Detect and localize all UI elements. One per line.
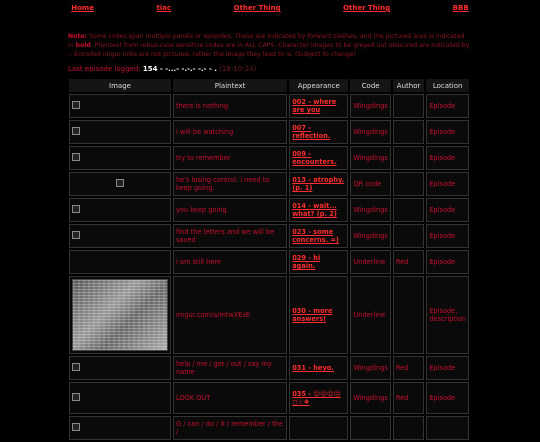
row-location (426, 416, 469, 440)
row-plaintext: you keep going (173, 198, 287, 222)
row-image (69, 94, 171, 118)
row-location: Episode (426, 224, 469, 248)
row-author: Red (393, 356, 425, 380)
row-appearance (289, 250, 348, 274)
row-appearance (289, 198, 348, 222)
row-location: Episode (426, 94, 469, 118)
table-row (69, 120, 469, 144)
row-image (69, 250, 171, 274)
row-image (69, 198, 171, 222)
appearance-link[interactable]: 030 - more answers! (292, 307, 333, 323)
row-location: Episode (426, 250, 469, 274)
col-appearance: Appearance (289, 79, 348, 92)
appearance-link[interactable]: 031 - heyo. (292, 364, 334, 372)
broken-image-icon (72, 363, 80, 371)
row-author (393, 172, 425, 196)
appearance-link[interactable]: 029 - hi again. (292, 254, 321, 270)
appearance-link[interactable]: 002 - where are you (292, 98, 337, 114)
appearance-link[interactable]: 007 - reflection. (292, 124, 331, 140)
broken-image-icon (72, 205, 80, 213)
row-image (69, 276, 171, 354)
static-noise-thumbnail[interactable] (72, 279, 168, 351)
last-episode-logged (68, 65, 472, 73)
row-author (393, 94, 425, 118)
nav-tiac[interactable]: tiac (156, 4, 172, 12)
row-author (393, 276, 425, 354)
appearance-link[interactable]: 035 - ☺︎☹︎☺︎☹︎ ◻︎☆❖ (292, 390, 341, 406)
row-appearance (289, 94, 348, 118)
row-code: Wingdings (350, 120, 390, 144)
row-author (393, 146, 425, 170)
col-plaintext: Plaintext (173, 79, 287, 92)
row-plaintext: i am still here (173, 250, 287, 274)
row-image (69, 356, 171, 380)
appearance-link[interactable]: 023 - some concerns. =) (292, 228, 339, 244)
row-code: Wingdings (350, 146, 390, 170)
note-paragraph (68, 32, 472, 59)
row-location: Episode, description (426, 276, 469, 354)
table-row (69, 356, 469, 380)
col-location: Location (426, 79, 469, 92)
row-code: Underline (350, 276, 390, 354)
note-text: Some codes span multiple panels or episodes. These are indicated by forward slashes, and the pictured area is indicated in (68, 33, 465, 49)
row-location: Episode (426, 172, 469, 196)
col-image: Image (69, 79, 171, 92)
logged-date: (18-10-24) (219, 65, 257, 73)
table-row (69, 172, 469, 196)
row-image (69, 382, 171, 414)
row-code: Wingdings (350, 382, 390, 414)
row-appearance (289, 120, 348, 144)
row-image (69, 172, 171, 196)
table-row (69, 146, 469, 170)
row-location: Episode (426, 198, 469, 222)
row-image (69, 416, 171, 440)
row-plaintext: imgur.com/a/mtwXEzE (173, 276, 287, 354)
row-plaintext: help / me / get / out / say my name (173, 356, 287, 380)
broken-image-icon (72, 393, 80, 401)
row-appearance (289, 416, 348, 440)
table-row (69, 250, 469, 274)
row-author (393, 224, 425, 248)
row-code: QR code (350, 172, 390, 196)
broken-image-icon (72, 127, 80, 135)
row-image (69, 120, 171, 144)
table-row (69, 224, 469, 248)
nav-other-thing-1[interactable]: Other Thing (233, 4, 281, 12)
row-author: Red (393, 250, 425, 274)
col-code: Code (350, 79, 390, 92)
row-author: Red (393, 382, 425, 414)
note-text2: . Plaintext from rebus-case sensitive codes are in ALL CAPS. Character images to be greyed out obscured are indicated by -. Encoded imgur links are not pictured, rather the image they lead to is. (Subject to change) (68, 42, 470, 58)
table-row (69, 276, 469, 354)
broken-image-icon (72, 423, 80, 431)
row-appearance (289, 224, 348, 248)
row-location: Episode (426, 146, 469, 170)
row-code: Wingdings (350, 198, 390, 222)
col-author: Author (393, 79, 425, 92)
row-code: Wingdings (350, 356, 390, 380)
codes-table (67, 77, 471, 442)
row-appearance (289, 276, 348, 354)
row-plaintext: G / can / do / it / remember / the / (173, 416, 287, 440)
nav-home[interactable]: Home (71, 4, 94, 12)
row-image (69, 224, 171, 248)
broken-image-icon (116, 179, 124, 187)
row-code: Underline (350, 250, 390, 274)
row-code: Wingdings (350, 94, 390, 118)
note-bold-word: bold (75, 42, 91, 49)
row-location: Episode (426, 120, 469, 144)
row-code (350, 416, 390, 440)
table-row (69, 198, 469, 222)
logged-prefix: Last episode logged: (68, 65, 141, 73)
table-row (69, 416, 469, 440)
row-appearance (289, 382, 348, 414)
broken-image-icon (72, 101, 80, 109)
appearance-link[interactable]: 014 - wait... what? (p. 2) (292, 202, 337, 218)
row-appearance (289, 146, 348, 170)
note-label: Note: (68, 33, 88, 40)
row-author (393, 416, 425, 440)
row-appearance (289, 172, 348, 196)
top-nav (0, 0, 540, 12)
row-plaintext: there is nothing (173, 94, 287, 118)
row-author (393, 198, 425, 222)
nav-other-thing-2[interactable]: Other Thing (343, 4, 391, 12)
row-code: Wingdings (350, 224, 390, 248)
appearance-link[interactable]: 009 - encounters. (292, 150, 337, 166)
row-image (69, 146, 171, 170)
row-plaintext: i will be watching (173, 120, 287, 144)
row-plaintext: try to remember (173, 146, 287, 170)
broken-image-icon (72, 231, 80, 239)
row-author (393, 120, 425, 144)
row-appearance (289, 356, 348, 380)
table-row (69, 94, 469, 118)
row-location: Episode (426, 356, 469, 380)
row-plaintext: he's losing control. i need to keep going. (173, 172, 287, 196)
logged-value: 154 - -...- -.-.- -.- - . (142, 65, 217, 73)
row-location: Episode (426, 382, 469, 414)
table-header-row (69, 79, 469, 92)
table-row (69, 382, 469, 414)
row-plaintext: find the letters and we will be saved (173, 224, 287, 248)
row-plaintext: LOOK OUT (173, 382, 287, 414)
nav-bbb[interactable]: BBB (452, 4, 469, 12)
appearance-link[interactable]: 013 - atrophy. (p. 1) (292, 176, 345, 192)
broken-image-icon (72, 153, 80, 161)
